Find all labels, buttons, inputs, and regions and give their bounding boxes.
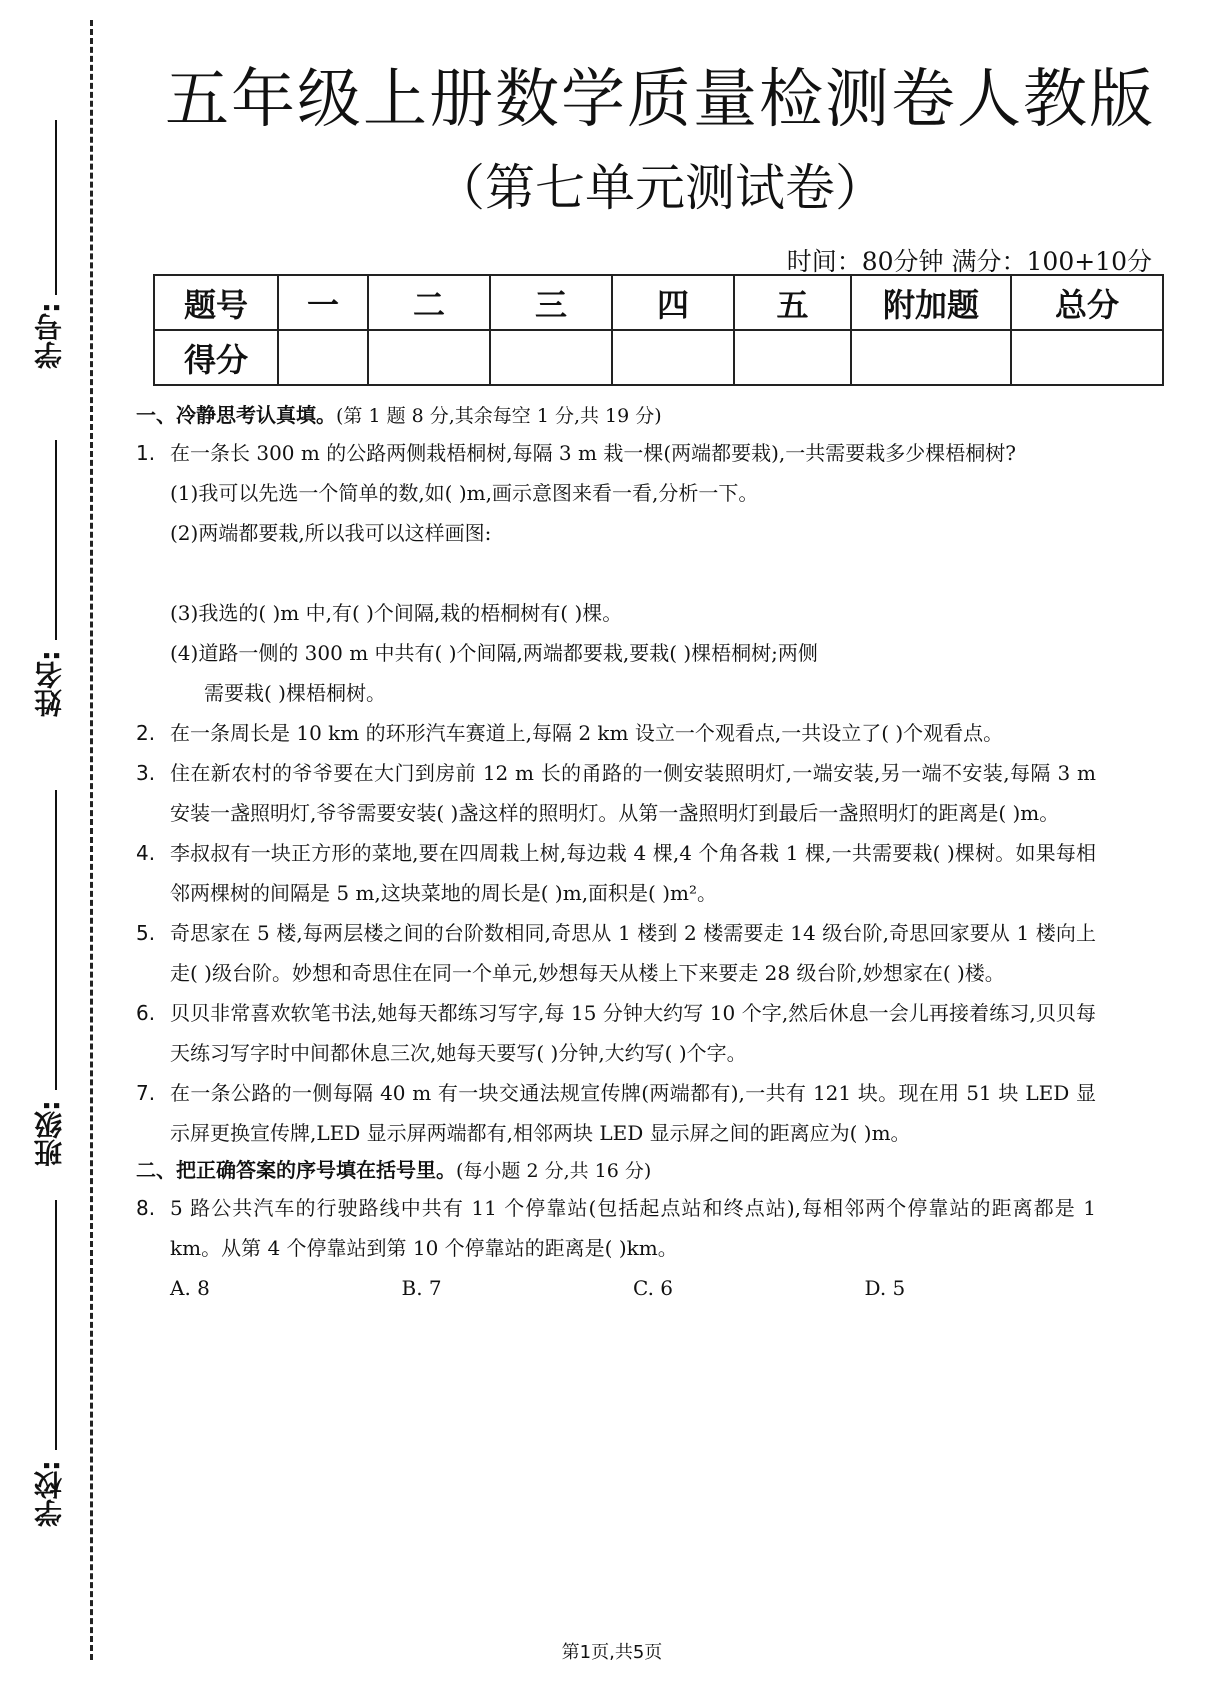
exam-title: 五年级上册数学质量检测卷人教版 [165,63,1155,137]
question-text: 奇思家在 5 楼,每两层楼之间的台阶数相同,奇思从 1 楼到 2 楼需要走 14 级台阶,奇思回家要从 1 楼向上走( )级台阶。妙想和奇思住在同一个单元,妙想每天从楼上下来要走 28 级台阶,妙想家在( )楼。 [170,921,1096,985]
option-a[interactable]: A. 8 [170,1276,210,1300]
section-2-note: (每小题 2 分,共 16 分) [456,1160,652,1182]
score-cell[interactable] [851,330,1011,385]
score-cell[interactable] [490,330,612,385]
score-table [153,274,1164,386]
score-cell[interactable] [1011,330,1163,385]
table-header-cell: 二 [368,275,490,330]
question-7 [136,1073,1096,1153]
school-label: 学校: [33,1460,66,1528]
class-label: 班级: [33,1100,66,1168]
name-label: 姓名: [33,650,66,718]
table-header-cell: 题号 [154,275,278,330]
score-cell[interactable] [612,330,734,385]
question-text: 李叔叔有一块正方形的菜地,要在四周栽上树,每边栽 4 棵,4 个角各栽 1 棵,一共需要栽( )棵树。如果每相邻两棵树的间隔是 5 m,这块菜地的周长是( )m,面积是( )m²。 [170,841,1096,905]
school-field [30,1200,80,1540]
section-2-heading [136,1153,1096,1188]
page-number: 第1页,共5页 [561,1642,663,1663]
option-d[interactable]: D. 5 [864,1276,906,1300]
question-8 [136,1188,1096,1268]
score-table-score-row [154,330,1163,385]
class-field [30,790,80,1170]
question-number: 8. [136,1196,156,1220]
question-1-part-1: (1)我可以先选一个简单的数,如( )m,画示意图来看一看,分析一下。 [170,481,759,505]
question-text: 在一条公路的一侧每隔 40 m 有一块交通法规宣传牌(两端都有),一共有 121 块。现在用 51 块 LED 显示屏更换宣传牌,LED 显示屏两端都有,相邻两块 LED 显示屏之间的距离应为( )m。 [170,1081,1096,1145]
question-number: 2. [136,721,156,745]
question-1 [136,433,1096,473]
question-1-part-2: (2)两端都要栽,所以我可以这样画图: [170,521,492,545]
drawing-space [136,553,1096,593]
school-underline [55,1200,57,1450]
student-id-field [30,110,80,370]
option-c[interactable]: C. 6 [633,1276,674,1300]
section-1-title: 一、冷静思考认真填。 [136,403,336,427]
name-underline [55,440,57,640]
question-1-part-4: (4)道路一侧的 300 m 中共有( )个间隔,两端都要栽,要栽( )棵梧桐树;两侧 [170,641,818,665]
question-number: 4. [136,841,156,865]
question-4 [136,833,1096,913]
question-number: 5. [136,921,156,945]
question-number: 7. [136,1081,156,1105]
section-1-heading [136,398,1096,433]
question-text: 住在新农村的爷爷要在大门到房前 12 m 长的甬路的一侧安装照明灯,一端安装,另一端不安装,每隔 3 m 安装一盏照明灯,爷爷需要安装( )盏这样的照明灯。从第一盏照明灯到最后一盏照明灯的距离是( )m。 [170,761,1096,825]
table-header-cell: 四 [612,275,734,330]
question-3 [136,753,1096,833]
question-text: 5 路公共汽车的行驶路线中共有 11 个停靠站(包括起点站和终点站),每相邻两个停靠站的距离都是 1 km。从第 4 个停靠站到第 10 个停靠站的距离是( )km。 [170,1196,1096,1260]
question-number: 6. [136,1001,156,1025]
student-id-underline [55,120,57,295]
question-1-part-3: (3)我选的( )m 中,有( )个间隔,栽的梧桐树有( )棵。 [170,601,623,625]
table-header-cell: 三 [490,275,612,330]
score-cell[interactable] [734,330,851,385]
question-content [136,398,1096,1308]
table-header-cell: 五 [734,275,851,330]
table-header-cell: 总分 [1011,275,1163,330]
time-and-score: 时间：80分钟 满分：100+10分 [786,247,1152,276]
option-b[interactable]: B. 7 [401,1276,442,1300]
score-cell[interactable] [368,330,490,385]
question-6 [136,993,1096,1073]
question-5 [136,913,1096,993]
score-cell[interactable] [278,330,368,385]
name-field [30,440,80,730]
class-underline [55,790,57,1090]
binding-dashed-line [90,20,93,1660]
question-text: 在一条周长是 10 km 的环形汽车赛道上,每隔 2 km 设立一个观看点,一共设立了( )个观看点。 [170,721,1004,745]
section-1-note: (第 1 题 8 分,其余每空 1 分,共 19 分) [336,405,662,427]
section-2-title: 二、把正确答案的序号填在括号里。 [136,1158,456,1182]
question-number: 1. [136,441,156,465]
question-2 [136,713,1096,753]
question-8-options [136,1268,1096,1308]
score-row-label: 得分 [154,330,278,385]
score-table-header-row [154,275,1163,330]
question-1-part-4-continued: 需要栽( )棵梧桐树。 [204,681,386,705]
table-header-cell: 一 [278,275,368,330]
question-text: 贝贝非常喜欢软笔书法,她每天都练习写字,每 15 分钟大约写 10 个字,然后休息一会儿再接着练习,贝贝每天练习写字时中间都休息三次,她每天要写( )分钟,大约写( )个字。 [170,1001,1096,1065]
question-number: 3. [136,761,156,785]
question-text: 在一条长 300 m 的公路两侧栽梧桐树,每隔 3 m 栽一棵(两端都要栽),一共需要栽多少棵梧桐树? [170,441,1017,465]
student-id-label: 学号: [33,302,66,370]
exam-subtitle: （第七单元测试卷） [435,159,885,217]
table-header-cell: 附加题 [851,275,1011,330]
